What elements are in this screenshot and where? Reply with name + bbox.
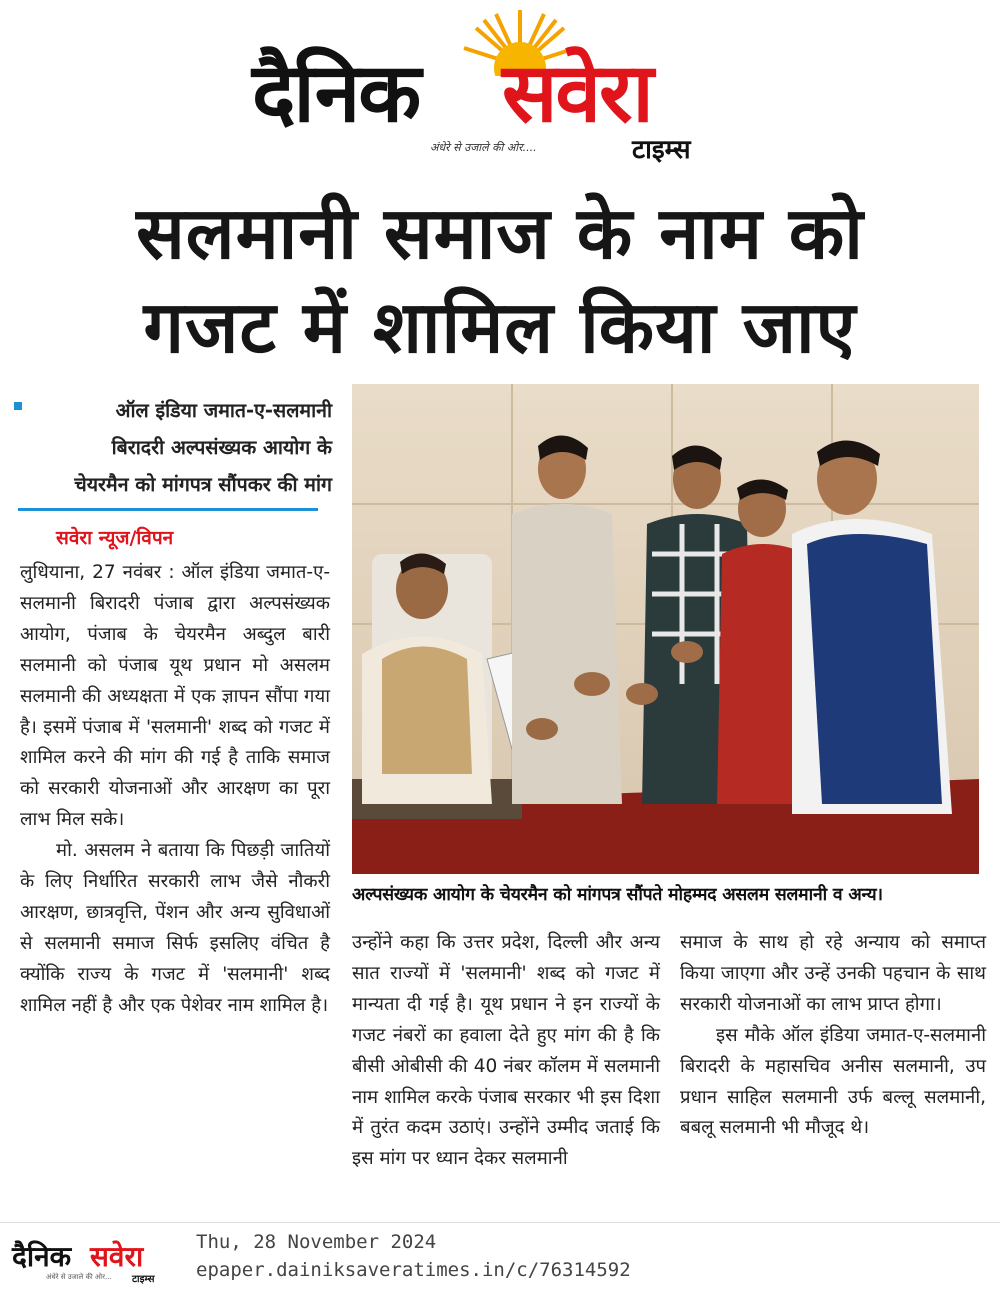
news-photo [352,384,979,874]
brand-times: टाइम्स [632,135,691,165]
photo-caption: अल्पसंख्यक आयोग के चेयरमैन को मांगपत्र सौंपते मोहम्मद असलम सलमानी व अन्य। [352,885,883,905]
headline-line-2: गजट में शामिल किया जाए [143,285,857,369]
footer-date: Thu, 28 November 2024 [196,1231,437,1253]
footer-url[interactable]: epaper.dainiksaveratimes.in/c/76314592 [196,1259,631,1281]
brand-savera: सवेरा [502,46,652,141]
footer [0,1222,1000,1293]
footer-brand-times: टाइम्स [132,1274,155,1285]
article-column-2 [352,928,660,1175]
article-column-3 [680,928,986,1144]
brand-tagline: अंधेरे से उजाले की ओर.... [430,141,537,154]
masthead [240,6,760,166]
article-paragraph-4: इस मौके ऑल इंडिया जमात-ए-सलमानी बिरादरी के महासचिव अनीस सलमानी, उप प्रधान साहिल सलमानी उर्फ बल्लू सलमानी, बबलू सलमानी भी मौजूद थे। [680,1024,986,1139]
article-paragraph-3-cont: समाज के साथ हो रहे अन्याय को समाप्त किया जाएगा और उन्हें उनकी पहचान के साथ सरकारी योजनाओं का लाभ प्राप्त होगा। [680,932,986,1015]
highlights-box [14,392,332,503]
byline: सवेरा न्यूज/विपन [56,527,174,549]
headline [20,186,980,374]
photo-illustration [352,384,979,874]
footer-brand-dainik: दैनिक [12,1240,72,1273]
article-paragraph-1: लुधियाना, 27 नवंबर : ऑल इंडिया जमात-ए-सलमानी बिरादरी पंजाब द्वारा अल्पसंख्यक आयोग, पंजाब के चेयरमैन अब्दुल बारी सलमानी को पंजाब यूथ प्रधान मो असलम सलमानी की अध्यक्षता में एक ज्ञापन सौंपा गया है। इसमें पंजाब में 'सलमानी' शब्द को गजट में शामिल करने की मांग की गई है ताकि समाज को सरकारी योजनाओं और आरक्षण का पूरा लाभ मिल सके। [20,562,330,831]
article-paragraph-2: मो. असलम ने बताया कि पिछड़ी जातियों के लिए निर्धारित सरकारी लाभ जैसे नौकरी आरक्षण, छात्रवृत्ति, पेंशन और अन्य सुविधाओं से सलमानी समाज सिर्फ इसलिए वंचित है क्योंकि राज्य के गजट में 'सलमानी' शब्द शामिल नहीं है और एक पेशेवर नाम शामिल है। [20,840,330,1016]
footer-brand-savera: सवेरा [90,1240,144,1273]
bullet-icon [14,402,22,410]
headline-line-1: सलमानी समाज के नाम को [136,191,864,275]
brand-dainik: दैनिक [252,46,420,141]
footer-tagline: अंधेरे से उजाले की ओर... [46,1273,112,1281]
footer-logo [12,1237,172,1285]
article-paragraph-3: उन्होंने कहा कि उत्तर प्रदेश, दिल्ली और अन्य सात राज्यों में 'सलमानी' शब्द को गजट में मान्यता दी गई है। यूथ प्रधान ने इन राज्यों के गजट नंबरों का हवाला देते हुए मांग की है कि बीसी ओबीसी की 40 नंबर कॉलम में सलमानी नाम शामिल करके पंजाब सरकार भी इस दिशा में तुरंत कदम उठाएं। उन्होंने उम्मीद जताई कि इस मांग पर ध्यान देकर सलमानी [352,932,660,1170]
highlight-text: ऑल इंडिया जमात-ए-सलमानी बिरादरी अल्पसंख्यक आयोग के चेयरमैन को मांगपत्र सौंपकर की मांग [74,399,332,496]
article-column-1 [20,558,330,1022]
highlight-divider [18,508,318,511]
